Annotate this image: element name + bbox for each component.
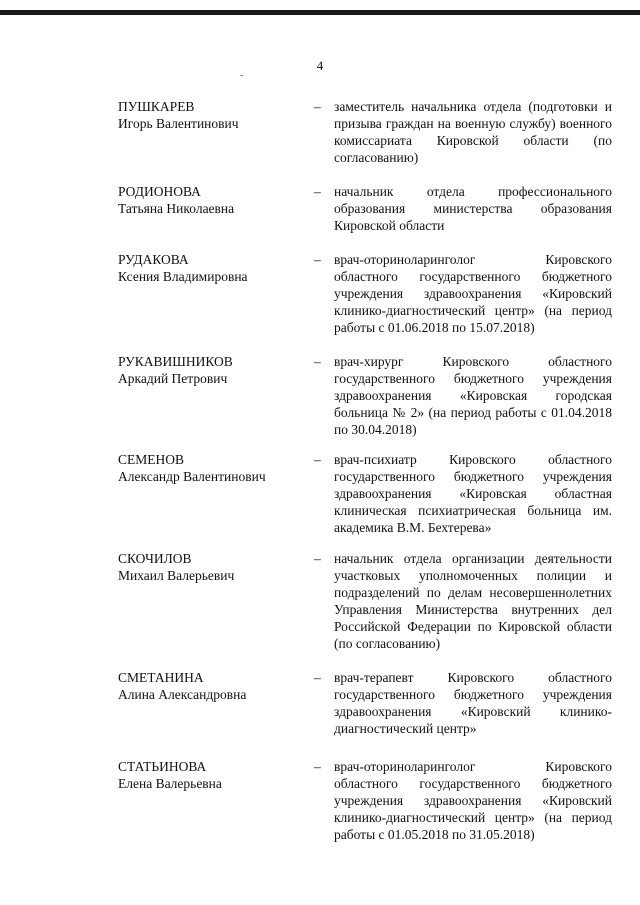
person-given-names: Алина Александровна bbox=[118, 687, 247, 702]
separator-dash: – bbox=[314, 184, 321, 199]
scan-speck: - bbox=[240, 70, 244, 81]
separator-dash: – bbox=[314, 452, 321, 467]
person-surname: СЕМЕНОВ bbox=[118, 452, 185, 467]
top-border-line bbox=[0, 10, 640, 15]
person-given-names: Александр Валентинович bbox=[118, 469, 266, 484]
separator-dash: – bbox=[314, 252, 321, 267]
person-position: врач-терапевт Кировского областного государственного бюджетного учреждения здравоохранения «Кировский клинико-диагностический центр» bbox=[334, 670, 612, 736]
person-position: врач-оториноларинголог Кировского областного государственного бюджетного учреждения здравоохранения «Кировский клинико-диагностический центр» (на период работы с 01.06.2018 по 15.07.2018) bbox=[334, 252, 612, 335]
person-surname: ПУШКАРЕВ bbox=[118, 99, 195, 114]
separator-dash: – bbox=[314, 670, 321, 685]
person-name bbox=[118, 669, 308, 703]
person-name bbox=[118, 251, 308, 285]
person-given-names: Татьяна Николаевна bbox=[118, 201, 235, 216]
separator-dash: – bbox=[314, 759, 321, 774]
person-position: начальник отдела профессионального образования министерства образования Кировской области bbox=[334, 184, 612, 233]
separator-dash: – bbox=[314, 551, 321, 566]
page-number: 4 bbox=[316, 58, 324, 73]
person-name bbox=[118, 98, 308, 132]
person-surname: СМЕТАНИНА bbox=[118, 670, 204, 685]
person-surname: РУДАКОВА bbox=[118, 252, 189, 267]
person-position: начальник отдела организации деятельности участковых уполномоченных полиции и подразделений по делам несовершеннолетних Управления Министерства внутренних дел Российской Федерации по Кировской области (по согласованию) bbox=[334, 551, 612, 651]
person-position: заместитель начальника отдела (подготовки и призыва граждан на военную службу) военного комиссариата Кировской области (по согласованию) bbox=[334, 99, 612, 165]
person-name bbox=[118, 451, 308, 485]
person-given-names: Аркадий Петрович bbox=[118, 371, 228, 386]
person-name bbox=[118, 550, 308, 584]
person-name bbox=[118, 353, 308, 387]
person-given-names: Михаил Валерьевич bbox=[118, 568, 235, 583]
person-surname: РОДИОНОВА bbox=[118, 184, 201, 199]
person-given-names: Игорь Валентинович bbox=[118, 116, 239, 131]
separator-dash: – bbox=[314, 99, 321, 114]
person-position: врач-хирург Кировского областного государственного бюджетного учреждения здравоохранения «Кировская городская больница № 2» (на период работы с 01.04.2018 по 30.04.2018) bbox=[334, 354, 612, 437]
person-surname: СТАТЬИНОВА bbox=[118, 759, 207, 774]
person-name bbox=[118, 758, 308, 792]
person-surname: РУКАВИШНИКОВ bbox=[118, 354, 233, 369]
person-given-names: Ксения Владимировна bbox=[118, 269, 248, 284]
person-position: врач-психиатр Кировского областного государственного бюджетного учреждения здравоохранения «Кировская областная клиническая психиатрическая больница им. академика В.М. Бехтерева» bbox=[334, 452, 612, 535]
person-position: врач-оториноларинголог Кировского областного государственного бюджетного учреждения здравоохранения «Кировский клинико-диагностический центр» (на период работы с 01.05.2018 по 31.05.2018) bbox=[334, 759, 612, 842]
person-name bbox=[118, 183, 308, 217]
person-given-names: Елена Валерьевна bbox=[118, 776, 222, 791]
person-surname: СКОЧИЛОВ bbox=[118, 551, 192, 566]
separator-dash: – bbox=[314, 354, 321, 369]
